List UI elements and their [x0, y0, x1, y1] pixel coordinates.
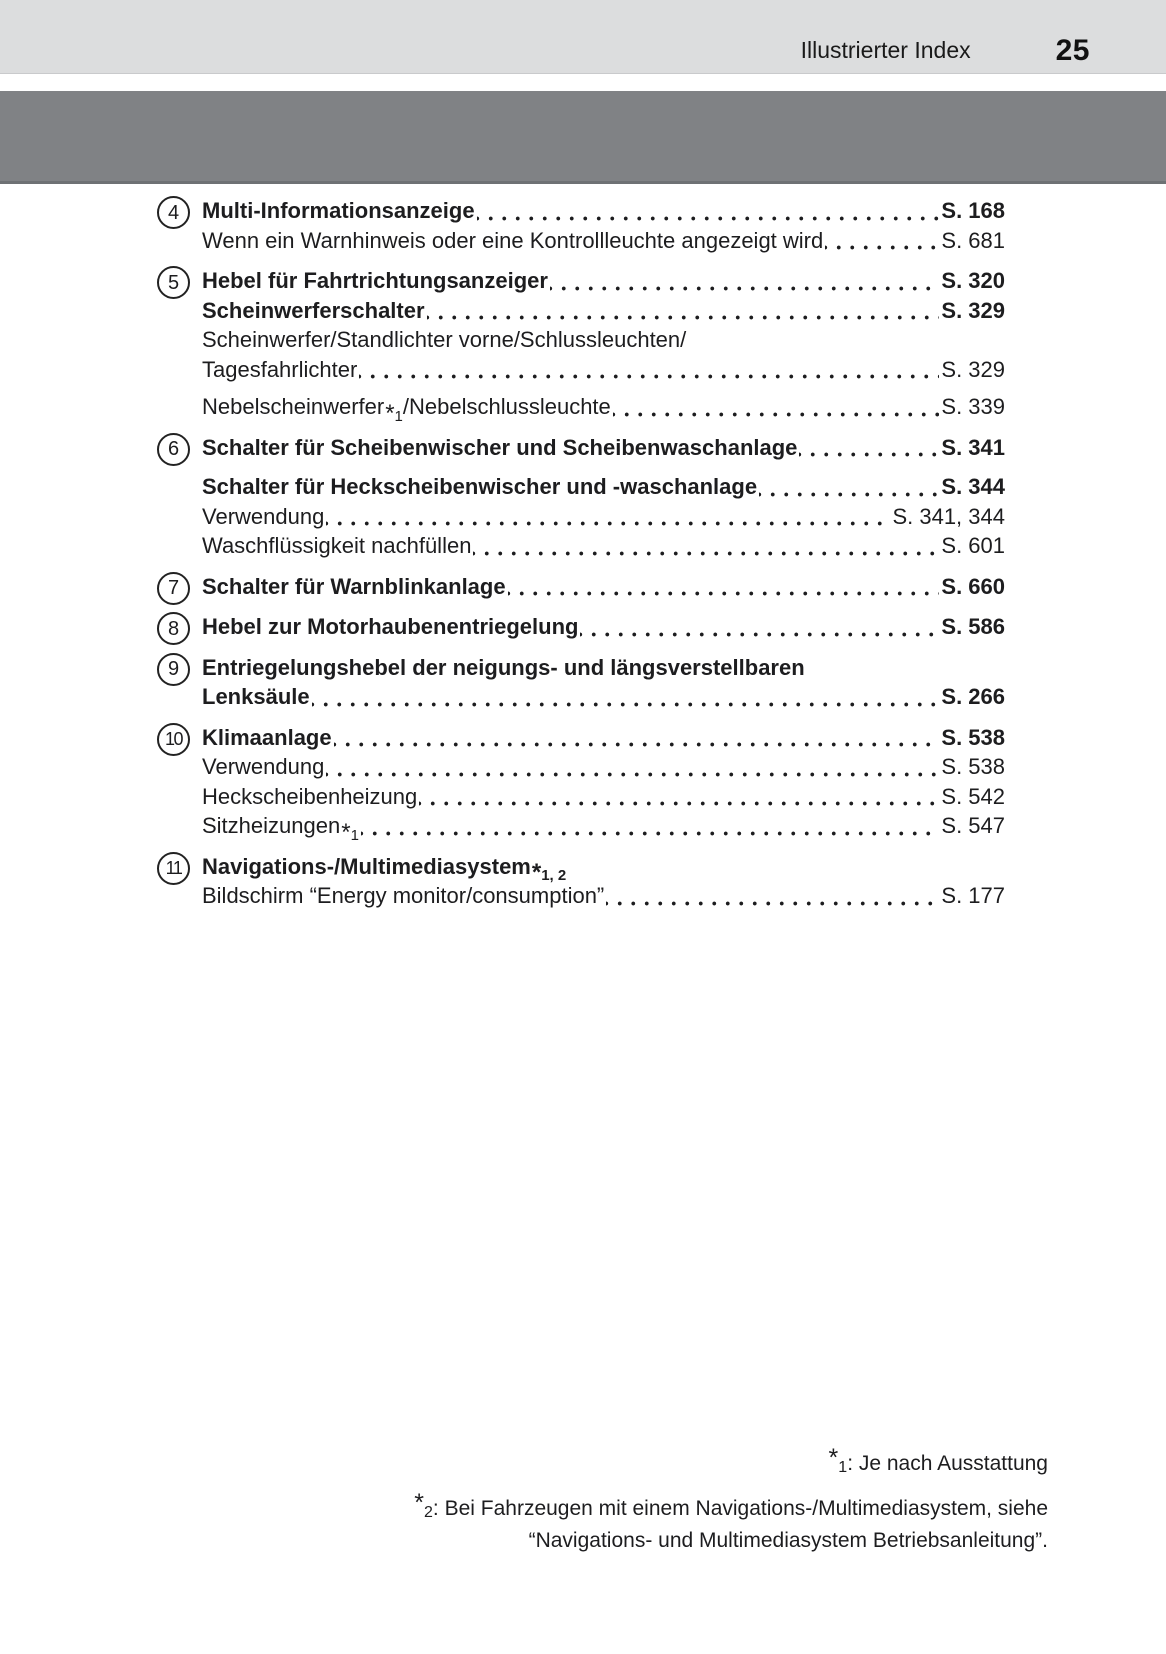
footnote-2-continued: “Navigations- und Multimediasystem Betriebsanleitung”.	[528, 1529, 1048, 1552]
toc-row: Tagesfahrlichter S. 329	[157, 355, 1005, 385]
toc-row: 10 Klimaanlage S. 538	[157, 723, 1005, 753]
toc-row: Scheinwerfer/Standlichter vorne/Schlussleuchten/	[202, 327, 687, 352]
toc-row: Scheinwerferschalter S. 329	[157, 296, 1005, 326]
item-number-badge: 7	[157, 572, 190, 605]
page-ref: S. 339	[941, 394, 1005, 419]
page-ref: S. 681	[941, 227, 1005, 253]
toc-row: 9 Entriegelungshebel der neigungs- und längsverstellbaren	[157, 653, 1005, 683]
dot-leader	[334, 728, 940, 752]
page-ref: S. 660	[941, 573, 1005, 599]
dot-leader	[550, 272, 939, 296]
toc-row: Waschflüssigkeit nachfüllen S. 601	[157, 531, 1005, 561]
dot-leader	[759, 478, 939, 502]
dot-leader	[361, 817, 939, 841]
asterisk-icon: *	[828, 1444, 839, 1472]
page-header	[0, 0, 1166, 74]
toc-row: 4 Multi-Informationsanzeige S. 168	[157, 196, 1005, 226]
dot-leader	[508, 577, 940, 601]
item-number-badge: 10	[157, 723, 190, 756]
toc-row: Lenksäule S. 266	[157, 682, 1005, 712]
item-number-badge: 4	[157, 196, 190, 229]
item-number-badge: 5	[157, 266, 190, 299]
page-ref: S. 586	[941, 614, 1005, 639]
page-ref: S. 341	[941, 434, 1005, 460]
page-ref: S. 341, 344	[892, 503, 1005, 529]
toc-row: 7 Schalter für Warnblinkanlage S. 660	[157, 572, 1005, 602]
item-number-badge: 11	[157, 852, 190, 885]
toc-row: Schalter für Heckscheibenwischer und -waschanlage S. 344	[157, 472, 1005, 502]
toc-row: Wenn ein Warnhinweis oder eine Kontrollleuchte angezeigt wird S. 681	[157, 226, 1005, 256]
item-number-badge: 9	[157, 653, 190, 686]
page-ref: S. 266	[941, 684, 1005, 709]
footnotes	[414, 1444, 1048, 1557]
asterisk-icon: *	[414, 1489, 424, 1517]
page-ref: S. 320	[941, 268, 1005, 293]
page-ref: S. 344	[941, 474, 1005, 499]
item-number-badge: 6	[157, 433, 190, 466]
page-ref: S. 177	[941, 883, 1005, 908]
toc-row: 5 Hebel für Fahrtrichtungsanzeiger S. 320	[157, 266, 1005, 296]
toc-row: 8 Hebel zur Motorhaubenentriegelung S. 586	[157, 612, 1005, 642]
page-ref: S. 168	[941, 198, 1005, 223]
dot-leader	[580, 618, 939, 642]
dot-leader	[427, 301, 940, 325]
page-number: 25	[1055, 34, 1090, 67]
page-ref: S. 329	[941, 297, 1005, 323]
dot-leader	[477, 202, 940, 226]
toc-row: Verwendung S. 341, 344	[157, 502, 1005, 532]
footnote-1: *1: Je nach Ausstattung	[828, 1444, 1048, 1476]
toc-row: 6 Schalter für Scheibenwischer und Scheibenwaschanlage S. 341	[157, 433, 1005, 463]
toc-row: Bildschirm “Energy monitor/consumption” S. 177	[157, 881, 1005, 911]
dot-leader	[825, 231, 939, 255]
toc-row: Nebelscheinwerfer * 1 /Nebelschlussleuchte S. 339	[202, 394, 1005, 427]
dot-leader	[613, 398, 940, 422]
page-ref: S. 538	[941, 754, 1005, 779]
illustrated-index-list	[157, 196, 1005, 911]
page-ref: S. 542	[941, 783, 1005, 809]
dot-leader	[473, 537, 939, 561]
dot-leader	[326, 758, 939, 782]
page-ref: S. 547	[941, 813, 1005, 838]
toc-row: Heckscheibenheizung S. 542	[157, 782, 1005, 812]
dot-leader	[799, 438, 939, 462]
title-band	[0, 91, 1166, 184]
dot-leader	[359, 360, 939, 384]
page-ref: S. 538	[941, 724, 1005, 750]
dot-leader	[312, 688, 940, 712]
footnote-2: *2: Bei Fahrzeugen mit einem Navigations-/Multimediasystem, siehe	[414, 1489, 1048, 1521]
section-title: Illustrierter Index	[800, 37, 971, 63]
page-ref: S. 329	[941, 356, 1005, 382]
dot-leader	[419, 787, 939, 811]
page-ref: S. 601	[941, 533, 1005, 558]
toc-row: Verwendung S. 538	[157, 752, 1005, 782]
toc-row: 11 Navigations-/Multimediasystem * 1, 2	[157, 852, 1005, 882]
dot-leader	[606, 887, 939, 911]
toc-row: Sitzheizungen * 1 S. 547	[202, 813, 1005, 846]
item-number-badge: 8	[157, 612, 190, 645]
dot-leader	[326, 507, 890, 531]
